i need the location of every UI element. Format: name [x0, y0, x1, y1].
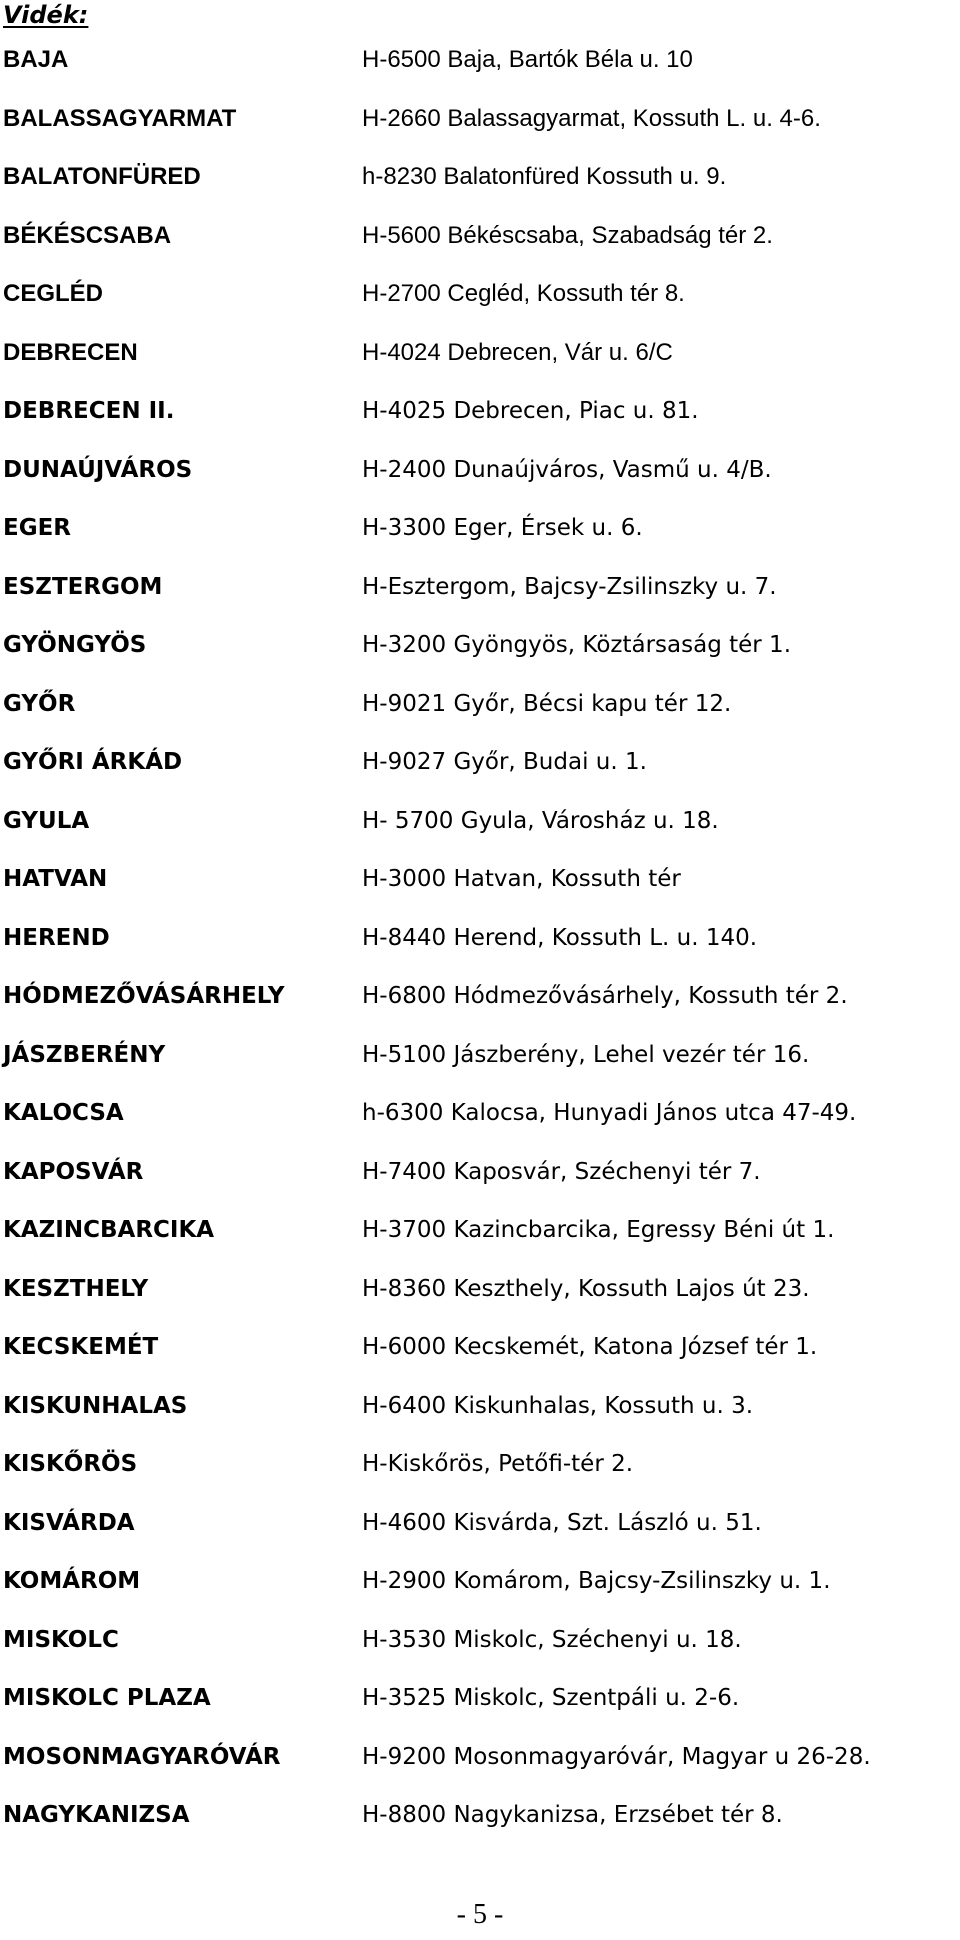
address: H-4025 Debrecen, Piac u. 81.: [362, 398, 699, 424]
address: H-8360 Keszthely, Kossuth Lajos út 23.: [362, 1276, 810, 1302]
city-name: HÓDMEZŐVÁSÁRHELY: [3, 983, 285, 1009]
list-item: [0, 1737, 960, 1777]
city-name: CEGLÉD: [3, 280, 104, 307]
address: H-Esztergom, Bajcsy-Zsilinszky u. 7.: [362, 574, 777, 600]
list-item: [0, 1444, 960, 1484]
list-item: [0, 1210, 960, 1250]
list-item: [0, 976, 960, 1016]
list-item: [0, 625, 960, 665]
address: H-3530 Miskolc, Széchenyi u. 18.: [362, 1627, 742, 1653]
city-name: MOSONMAGYARÓVÁR: [3, 1744, 281, 1770]
address: H-3525 Miskolc, Szentpáli u. 2-6.: [362, 1685, 740, 1711]
address: H-6800 Hódmezővásárhely, Kossuth tér 2.: [362, 983, 848, 1009]
list-item: [0, 1035, 960, 1075]
address: H- 5700 Gyula, Városház u. 18.: [362, 808, 719, 834]
list-item: [0, 508, 960, 548]
city-name: KISKŐRÖS: [3, 1451, 138, 1477]
list-item: [0, 391, 960, 431]
list-item: [0, 1093, 960, 1133]
city-name: HEREND: [3, 925, 110, 951]
city-name: GYULA: [3, 808, 90, 834]
city-name: KESZTHELY: [3, 1276, 149, 1302]
list-item: [0, 216, 960, 256]
list-item: [0, 1795, 960, 1835]
list-item: [0, 1327, 960, 1367]
list-item: [0, 40, 960, 80]
address: H-7400 Kaposvár, Széchenyi tér 7.: [362, 1159, 761, 1185]
city-name: ESZTERGOM: [3, 574, 163, 600]
list-item: [0, 157, 960, 197]
city-name: KALOCSA: [3, 1100, 124, 1126]
list-item: [0, 1561, 960, 1601]
address: H-2660 Balassagyarmat, Kossuth L. u. 4-6.: [362, 105, 821, 132]
address: H-6400 Kiskunhalas, Kossuth u. 3.: [362, 1393, 754, 1419]
city-name: GYÖNGYÖS: [3, 632, 147, 658]
city-name: KISKUNHALAS: [3, 1393, 188, 1419]
city-name: HATVAN: [3, 866, 108, 892]
city-name: BÉKÉSCSABA: [3, 222, 172, 249]
list-item: [0, 1152, 960, 1192]
city-name: KAPOSVÁR: [3, 1159, 144, 1185]
city-name: DUNAÚJVÁROS: [3, 457, 193, 483]
city-name: KOMÁROM: [3, 1568, 141, 1594]
list-item: [0, 801, 960, 841]
address: H-2400 Dunaújváros, Vasmű u. 4/B.: [362, 457, 772, 483]
list-item: [0, 1503, 960, 1543]
address: H-2900 Komárom, Bajcsy-Zsilinszky u. 1.: [362, 1568, 831, 1594]
city-name: NAGYKANIZSA: [3, 1802, 190, 1828]
address: H-2700 Cegléd, Kossuth tér 8.: [362, 280, 685, 307]
address: H-5600 Békéscsaba, Szabadság tér 2.: [362, 222, 773, 249]
address: H-Kiskőrös, Petőfi-tér 2.: [362, 1451, 634, 1477]
list-item: [0, 1678, 960, 1718]
city-name: EGER: [3, 515, 72, 541]
address: h-8230 Balatonfüred Kossuth u. 9.: [362, 163, 727, 190]
address: H-3700 Kazincbarcika, Egressy Béni út 1.: [362, 1217, 835, 1243]
address: H-6000 Kecskemét, Katona József tér 1.: [362, 1334, 818, 1360]
list-item: [0, 859, 960, 899]
address: H-4600 Kisvárda, Szt. László u. 51.: [362, 1510, 762, 1536]
city-name: BAJA: [3, 46, 69, 73]
address: H-6500 Baja, Bartók Béla u. 10: [362, 46, 693, 73]
address: H-9021 Győr, Bécsi kapu tér 12.: [362, 691, 732, 717]
list-item: [0, 918, 960, 958]
page-number: - 5 -: [456, 1899, 504, 1930]
section-heading: Vidék:: [3, 1, 89, 29]
address: h-6300 Kalocsa, Hunyadi János utca 47-49.: [362, 1100, 857, 1126]
address: H-5100 Jászberény, Lehel vezér tér 16.: [362, 1042, 810, 1068]
address: H-9027 Győr, Budai u. 1.: [362, 749, 647, 775]
address: H-8800 Nagykanizsa, Erzsébet tér 8.: [362, 1802, 783, 1828]
list-item: [0, 1620, 960, 1660]
city-name: MISKOLC: [3, 1627, 119, 1653]
address: H-4024 Debrecen, Vár u. 6/C: [362, 339, 673, 366]
city-name: GYŐR: [3, 691, 76, 717]
city-name: DEBRECEN II.: [3, 398, 175, 424]
city-name: DEBRECEN: [3, 339, 138, 366]
list-item: [0, 1386, 960, 1426]
city-name: KAZINCBARCIKA: [3, 1217, 215, 1243]
address: H-8440 Herend, Kossuth L. u. 140.: [362, 925, 758, 951]
city-name: BALATONFÜRED: [3, 163, 201, 190]
list-item: [0, 274, 960, 314]
address: H-3000 Hatvan, Kossuth tér: [362, 866, 681, 892]
city-name: MISKOLC PLAZA: [3, 1685, 211, 1711]
address: H-9200 Mosonmagyaróvár, Magyar u 26-28.: [362, 1744, 871, 1770]
city-name: GYŐRI ÁRKÁD: [3, 749, 183, 775]
list-item: [0, 333, 960, 373]
address: H-3300 Eger, Érsek u. 6.: [362, 515, 643, 541]
list-item: [0, 1269, 960, 1309]
city-name: JÁSZBERÉNY: [3, 1042, 166, 1068]
list-item: [0, 450, 960, 490]
list-item: [0, 567, 960, 607]
list-item: [0, 99, 960, 139]
city-name: KECSKEMÉT: [3, 1334, 159, 1360]
address: H-3200 Gyöngyös, Köztársaság tér 1.: [362, 632, 792, 658]
list-item: [0, 684, 960, 724]
list-item: [0, 742, 960, 782]
city-name: KISVÁRDA: [3, 1510, 135, 1536]
city-name: BALASSAGYARMAT: [3, 105, 237, 132]
